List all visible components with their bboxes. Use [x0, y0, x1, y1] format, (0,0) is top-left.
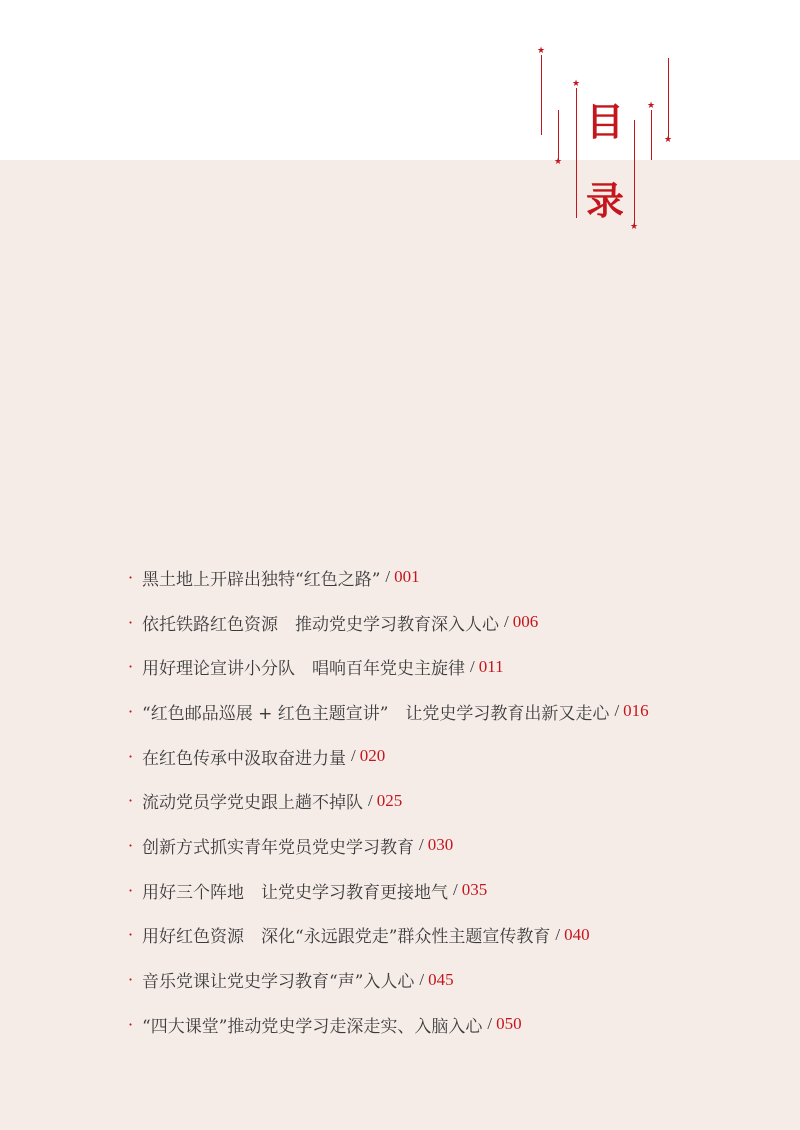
decor-line — [558, 110, 559, 160]
star-icon: ★ — [630, 222, 639, 232]
bullet-dot-icon: · — [128, 567, 134, 587]
toc-page-number: 016 — [623, 701, 649, 721]
toc-page-number: 011 — [478, 656, 504, 676]
toc-separator: / — [385, 567, 391, 587]
toc-separator: / — [504, 612, 509, 632]
toc-page-number: 040 — [564, 924, 590, 944]
bullet-dot-icon: · — [128, 746, 134, 766]
toc-entry[interactable] — [128, 913, 649, 958]
toc-entry-title: 音乐党课让党史学习教育“声”入人心 — [142, 972, 415, 993]
toc-entry[interactable] — [128, 778, 649, 823]
page-title-char: 录 — [585, 178, 624, 223]
bullet-dot-icon: · — [128, 657, 134, 677]
toc-page-number: 030 — [427, 835, 454, 855]
toc-entry-title: 依托铁路红色资源 推动党史学习教育深入人心 — [142, 614, 499, 635]
toc-page-number: 020 — [359, 746, 386, 766]
toc-page-number: 025 — [376, 790, 403, 810]
toc-entry-title: 用好红色资源 深化“永远跟党走”群众性主题宣传教育 — [142, 927, 551, 948]
table-of-contents — [128, 555, 649, 1047]
bullet-dot-icon: · — [128, 880, 134, 900]
star-icon: ★ — [647, 101, 656, 111]
toc-page-number: 050 — [496, 1014, 522, 1034]
toc-entry[interactable] — [128, 957, 649, 1002]
toc-entry[interactable] — [128, 600, 649, 645]
star-icon: ★ — [537, 46, 546, 56]
toc-entry[interactable] — [128, 644, 649, 689]
toc-separator: / — [453, 880, 458, 900]
toc-entry-title: 流动党员学党史跟上趟不掉队 — [142, 793, 363, 814]
bullet-dot-icon: · — [128, 701, 134, 721]
toc-entry-title: 创新方式抓实青年党员党史学习教育 — [142, 837, 414, 858]
toc-entry[interactable] — [128, 689, 649, 734]
toc-entry[interactable] — [128, 555, 649, 600]
toc-entry[interactable] — [128, 868, 649, 913]
bullet-dot-icon: · — [128, 970, 134, 990]
toc-entry-title: 黑土地上开辟出独特“红色之路” — [142, 569, 381, 590]
toc-separator: / — [614, 701, 620, 721]
toc-separator: / — [368, 790, 373, 810]
decor-line — [634, 120, 635, 225]
toc-separator: / — [351, 746, 356, 766]
toc-entry-title: 用好三个阵地 让党史学习教育更接地气 — [142, 882, 448, 903]
toc-entry-title: 在红色传承中汲取奋进力量 — [142, 748, 346, 769]
bullet-dot-icon: · — [128, 791, 134, 811]
decor-line — [541, 55, 542, 135]
bullet-dot-icon: · — [128, 612, 134, 632]
toc-separator: / — [487, 1014, 493, 1034]
toc-page-number: 035 — [461, 880, 488, 900]
star-icon: ★ — [554, 157, 563, 167]
bullet-dot-icon: · — [128, 925, 134, 945]
bullet-dot-icon: · — [128, 835, 134, 855]
toc-separator: / — [555, 924, 561, 944]
toc-page-number: 045 — [428, 969, 454, 989]
toc-entry-title: 用好理论宣讲小分队 唱响百年党史主旋律 — [142, 659, 465, 680]
toc-entry[interactable] — [128, 734, 649, 779]
decor-line — [576, 88, 577, 218]
toc-page-number: 001 — [394, 567, 420, 587]
page-title-char: 目 — [585, 99, 624, 144]
toc-separator: / — [419, 835, 424, 855]
star-icon: ★ — [664, 135, 673, 145]
star-icon: ★ — [572, 79, 581, 89]
decor-line — [668, 58, 669, 138]
decor-line — [651, 110, 652, 160]
toc-separator: / — [470, 656, 475, 676]
toc-entry-title: “红色邮品巡展 + 红色主题宣讲” 让党史学习教育出新又走心 — [142, 703, 610, 724]
toc-page-number: 006 — [512, 612, 539, 632]
bullet-dot-icon: · — [128, 1014, 134, 1034]
toc-separator: / — [419, 969, 425, 989]
toc-entry[interactable] — [128, 823, 649, 868]
toc-entry-title: “四大课堂”推动党史学习走深走实、入脑入心 — [142, 1016, 483, 1037]
toc-entry[interactable] — [128, 1002, 649, 1047]
